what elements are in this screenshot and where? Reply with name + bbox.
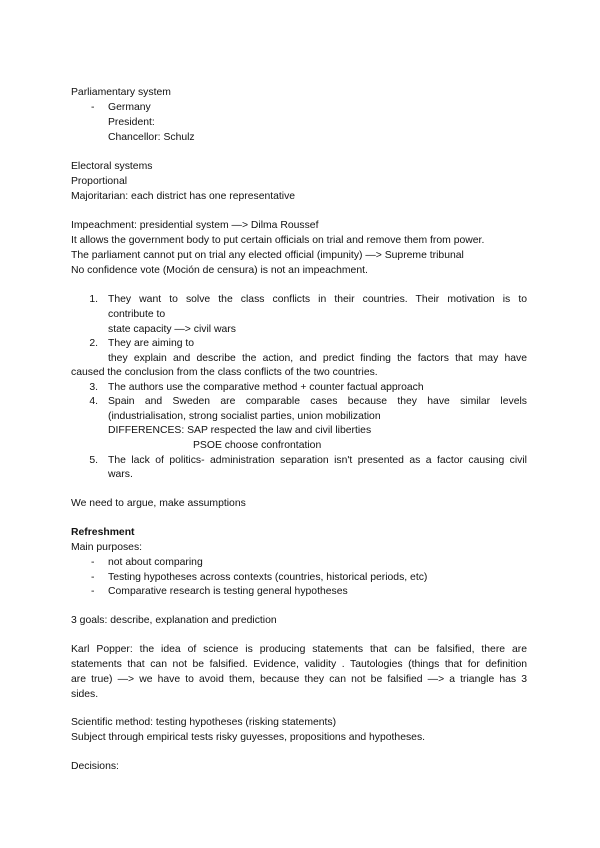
impeachment-line: Impeachment: presidential system —> Dilma Roussef <box>71 220 319 231</box>
impeachment-line: No confidence vote (Moción de censura) is not an impeachment. <box>71 265 368 276</box>
refreshment-title: Refreshment <box>71 527 135 538</box>
list-number: 4. <box>89 396 98 407</box>
list-dash: - <box>91 557 95 568</box>
list-item-text: they explain and describe the action, and predict finding the factors that may have <box>108 353 527 364</box>
purpose-item: Testing hypotheses across contexts (countries, historical periods, etc) <box>108 572 428 583</box>
list-item-text: DIFFERENCES: SAP respected the law and civil liberties <box>108 425 372 436</box>
electoral-title: Electoral systems <box>71 161 153 172</box>
decisions-label: Decisions: <box>71 761 119 772</box>
purpose-item: Comparative research is testing general hypotheses <box>108 586 348 597</box>
list-item-text: PSOE choose confrontation <box>193 440 322 451</box>
list-number: 5. <box>89 455 98 466</box>
list-item-text: wars. <box>108 469 133 480</box>
chancellor-label: Chancellor: Schulz <box>108 132 195 143</box>
list-dash: - <box>91 586 95 597</box>
list-dash: - <box>91 102 95 113</box>
popper-line: statements that can not be falsified. Evidence, validity . Tautologies (things that for definition <box>71 659 527 670</box>
list-item-text: The lack of politics- administration separation isn't presented as a factor causing civil <box>108 455 527 466</box>
list-number: 1. <box>89 294 98 305</box>
parliamentary-title: Parliamentary system <box>71 87 171 98</box>
list-item-text: caused the conclusion from the class conflicts of the two countries. <box>71 367 378 378</box>
list-item-text: contribute to <box>108 309 166 320</box>
country-label: Germany <box>108 102 151 113</box>
impeachment-line: The parliament cannot put on trial any elected official (impunity) —> Supreme tribunal <box>71 250 464 261</box>
purposes-label: Main purposes: <box>71 542 143 553</box>
list-item-text: They are aiming to <box>108 338 195 349</box>
list-number: 2. <box>89 338 98 349</box>
popper-line: Karl Popper: the idea of science is producing statements that can be falsified, there are <box>71 644 527 655</box>
list-item-text: (industrialisation, strong socialist parties, union mobilization <box>108 411 381 422</box>
electoral-majoritarian: Majoritarian: each district has one representative <box>71 191 296 202</box>
scientific-line: Scientific method: testing hypotheses (risking statements) <box>71 717 337 728</box>
popper-line: sides. <box>71 689 99 700</box>
list-item-text: The authors use the comparative method + counter factual approach <box>108 382 424 393</box>
goals-note: 3 goals: describe, explanation and prediction <box>71 615 277 626</box>
president-label: President: <box>108 117 155 128</box>
argue-note: We need to argue, make assumptions <box>71 498 246 509</box>
scientific-line: Subject through empirical tests risky guyesses, propositions and hypotheses. <box>71 732 426 743</box>
impeachment-line: It allows the government body to put certain officials on trial and remove them from power. <box>71 235 485 246</box>
list-item-text: state capacity —> civil wars <box>108 324 236 335</box>
list-number: 3. <box>89 382 98 393</box>
popper-line: are true) —> we have to avoid them, because they can not be falsified —> a triangle has 3 <box>71 674 527 685</box>
electoral-proportional: Proportional <box>71 176 128 187</box>
list-item-text: They want to solve the class conflicts in their countries. Their motivation is to <box>108 294 527 305</box>
list-dash: - <box>91 572 95 583</box>
purpose-item: not about comparing <box>108 557 203 568</box>
list-item-text: Spain and Sweden are comparable cases because they have similar levels <box>108 396 527 407</box>
